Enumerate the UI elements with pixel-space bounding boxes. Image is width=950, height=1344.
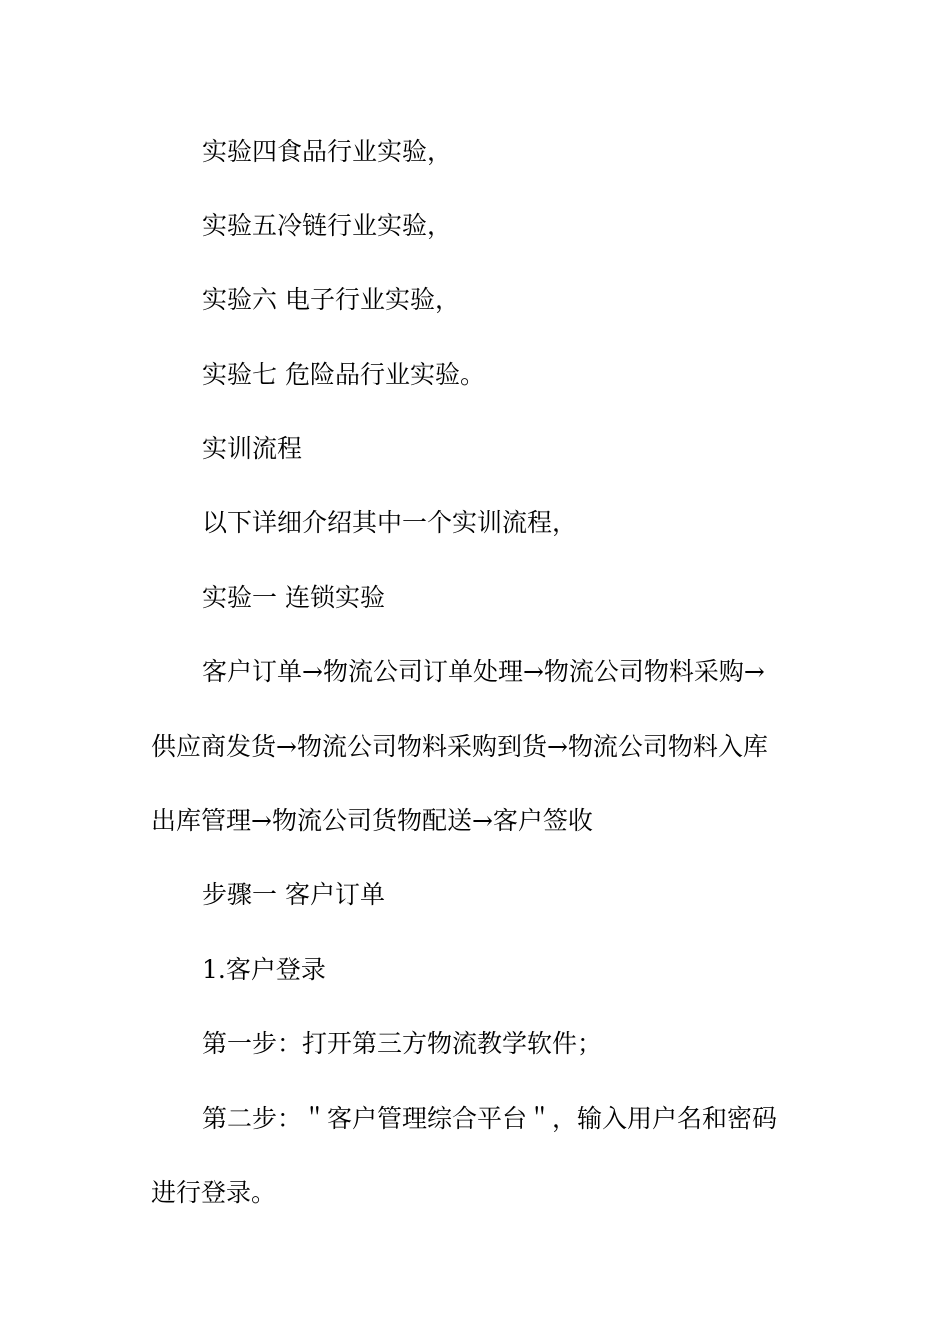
item-customer-login: 1.客户登录 (202, 955, 326, 984)
flow-line-1: 客户订单→物流公司订单处理→物流公司物料采购→ (202, 657, 765, 686)
paragraph-step-first: 第一步：打开第三方物流教学软件； (202, 1029, 603, 1058)
section-heading-training-process: 实训流程 (202, 434, 303, 463)
paragraph-step-second: 第二步：＂客户管理综合平台＂，输入用户名和密码 (202, 1104, 778, 1133)
paragraph-step-second-continued: 进行登录。 (151, 1178, 277, 1207)
paragraph-experiment-4: 实验四食品行业实验， (202, 137, 453, 166)
flow-line-2: 供应商发货→物流公司物料采购到货→物流公司物料入库 (151, 732, 768, 761)
paragraph-intro: 以下详细介绍其中一个实训流程， (202, 508, 578, 537)
subheading-experiment-1: 实验一 连锁实验 (202, 583, 385, 612)
paragraph-experiment-5: 实验五冷链行业实验， (202, 211, 453, 240)
subheading-step-1: 步骤一 客户订单 (202, 880, 385, 909)
flow-line-3: 出库管理→物流公司货物配送→客户签收 (151, 806, 593, 835)
paragraph-experiment-7: 实验七 危险品行业实验。 (202, 360, 485, 389)
paragraph-experiment-6: 实验六 电子行业实验， (202, 285, 460, 314)
